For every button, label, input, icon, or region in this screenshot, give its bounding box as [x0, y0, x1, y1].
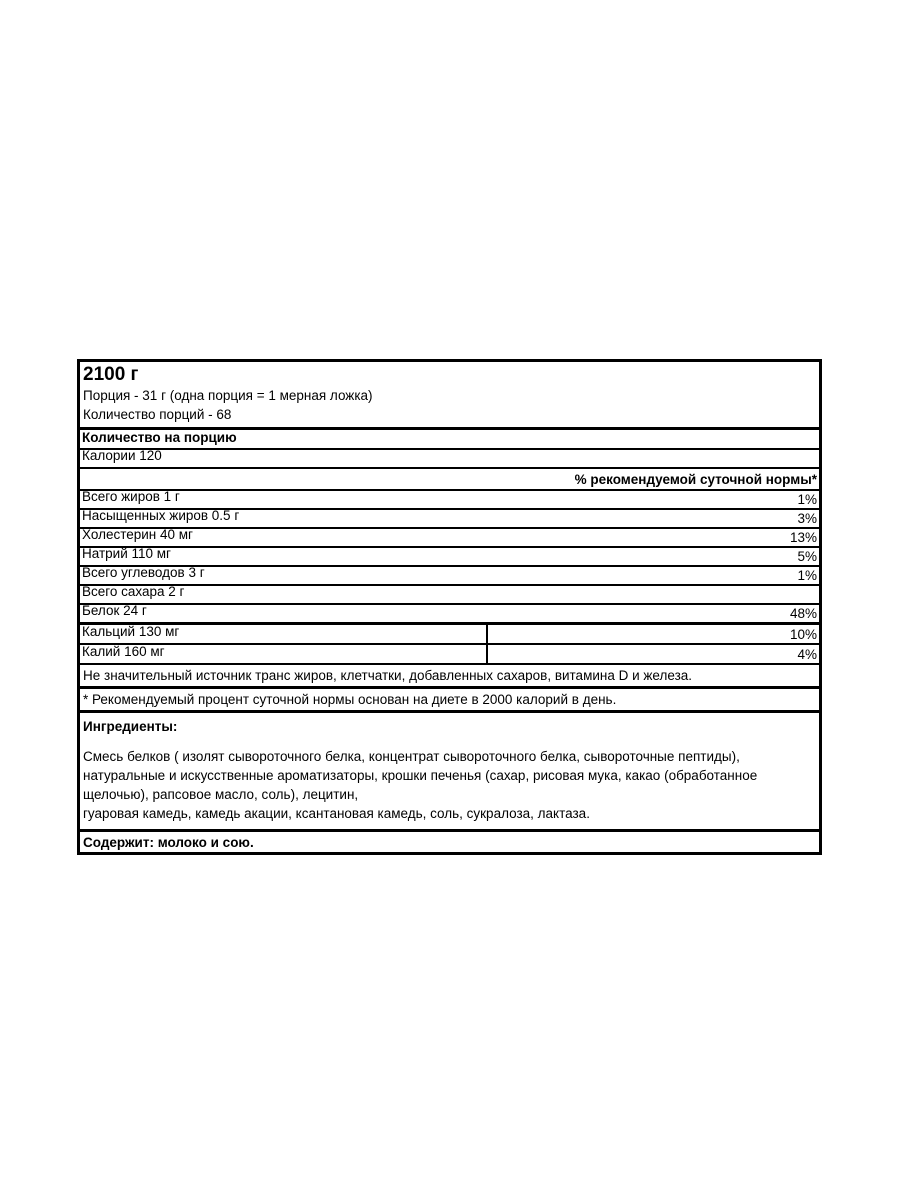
servings-count: Количество порций - 68	[83, 407, 232, 422]
ingredients-text-2: гуаровая камедь, камедь акации, ксантановая камедь, соль, сукралоза, лактаза.	[83, 806, 590, 821]
nutrient-pct: 48%	[789, 606, 817, 621]
amount-per-serving	[80, 430, 819, 450]
allergen-statement: Содержит: молоко и сою.	[83, 835, 254, 850]
net-weight: 2100 г	[83, 364, 139, 385]
mineral-pct-value: 4%	[797, 647, 817, 662]
mineral-pct-value: 10%	[789, 627, 817, 642]
nutrient-name: Всего углеводов 3 г	[82, 565, 205, 580]
nutrient-row	[80, 567, 819, 586]
nutrient-pct: 13%	[789, 530, 817, 545]
nutrient-row	[80, 529, 819, 548]
ingredients-title: Ингредиенты:	[83, 719, 178, 734]
nutrient-pct: 3%	[797, 511, 817, 526]
nutrient-name: Холестерин 40 мг	[82, 527, 193, 542]
mineral-pct	[486, 645, 819, 663]
nutrient-name: Всего жиров 1 г	[82, 489, 180, 504]
nutrition-label	[77, 359, 822, 855]
minerals-section	[80, 625, 819, 689]
nutrient-pct: 1%	[797, 568, 817, 583]
amount-per-serving-label: Количество на порцию	[82, 430, 237, 445]
mineral-row	[80, 645, 819, 665]
ingredients-text: Смесь белков ( изолят сывороточного белка, концентрат сывороточного белка, сывороточные пептиды), натуральные и искусственные ароматизаторы, крошки печенья (сахар, рисовая мука, какао (обработанное щелочью), рапсовое масло, соль), лецитин,	[83, 749, 758, 802]
nutrient-name: Натрий 110 мг	[82, 546, 171, 561]
nutrient-name: Белок 24 г	[82, 603, 147, 618]
nutrients-section	[80, 430, 819, 625]
calories-row	[80, 450, 819, 469]
nutrient-row	[80, 586, 819, 605]
not-significant-note: Не значительный источник транс жиров, клетчатки, добавленных сахаров, витамина D и железа.	[83, 668, 693, 683]
nutrient-pct: 5%	[797, 549, 817, 564]
mineral-pct	[486, 625, 819, 643]
ingredients-section	[80, 713, 819, 832]
serving-size: Порция - 31 г (одна порция = 1 мерная ложка)	[83, 388, 373, 403]
mineral-name: Кальций 130 мг	[82, 624, 180, 639]
mineral-name: Калий 160 мг	[82, 644, 165, 659]
calories-label: Калории 120	[82, 448, 162, 463]
nutrient-name: Насыщенных жиров 0.5 г	[82, 508, 240, 523]
daily-value-header: % рекомендуемой суточной нормы*	[80, 469, 819, 491]
nutrient-name: Всего сахара 2 г	[82, 584, 185, 599]
nutrient-row	[80, 605, 819, 622]
mineral-row	[80, 625, 819, 645]
label-header	[80, 362, 819, 430]
daily-value-footnote: * Рекомендуемый процент суточной нормы основан на диете в 2000 калорий в день.	[80, 689, 819, 713]
nutrient-pct: 1%	[797, 492, 817, 507]
